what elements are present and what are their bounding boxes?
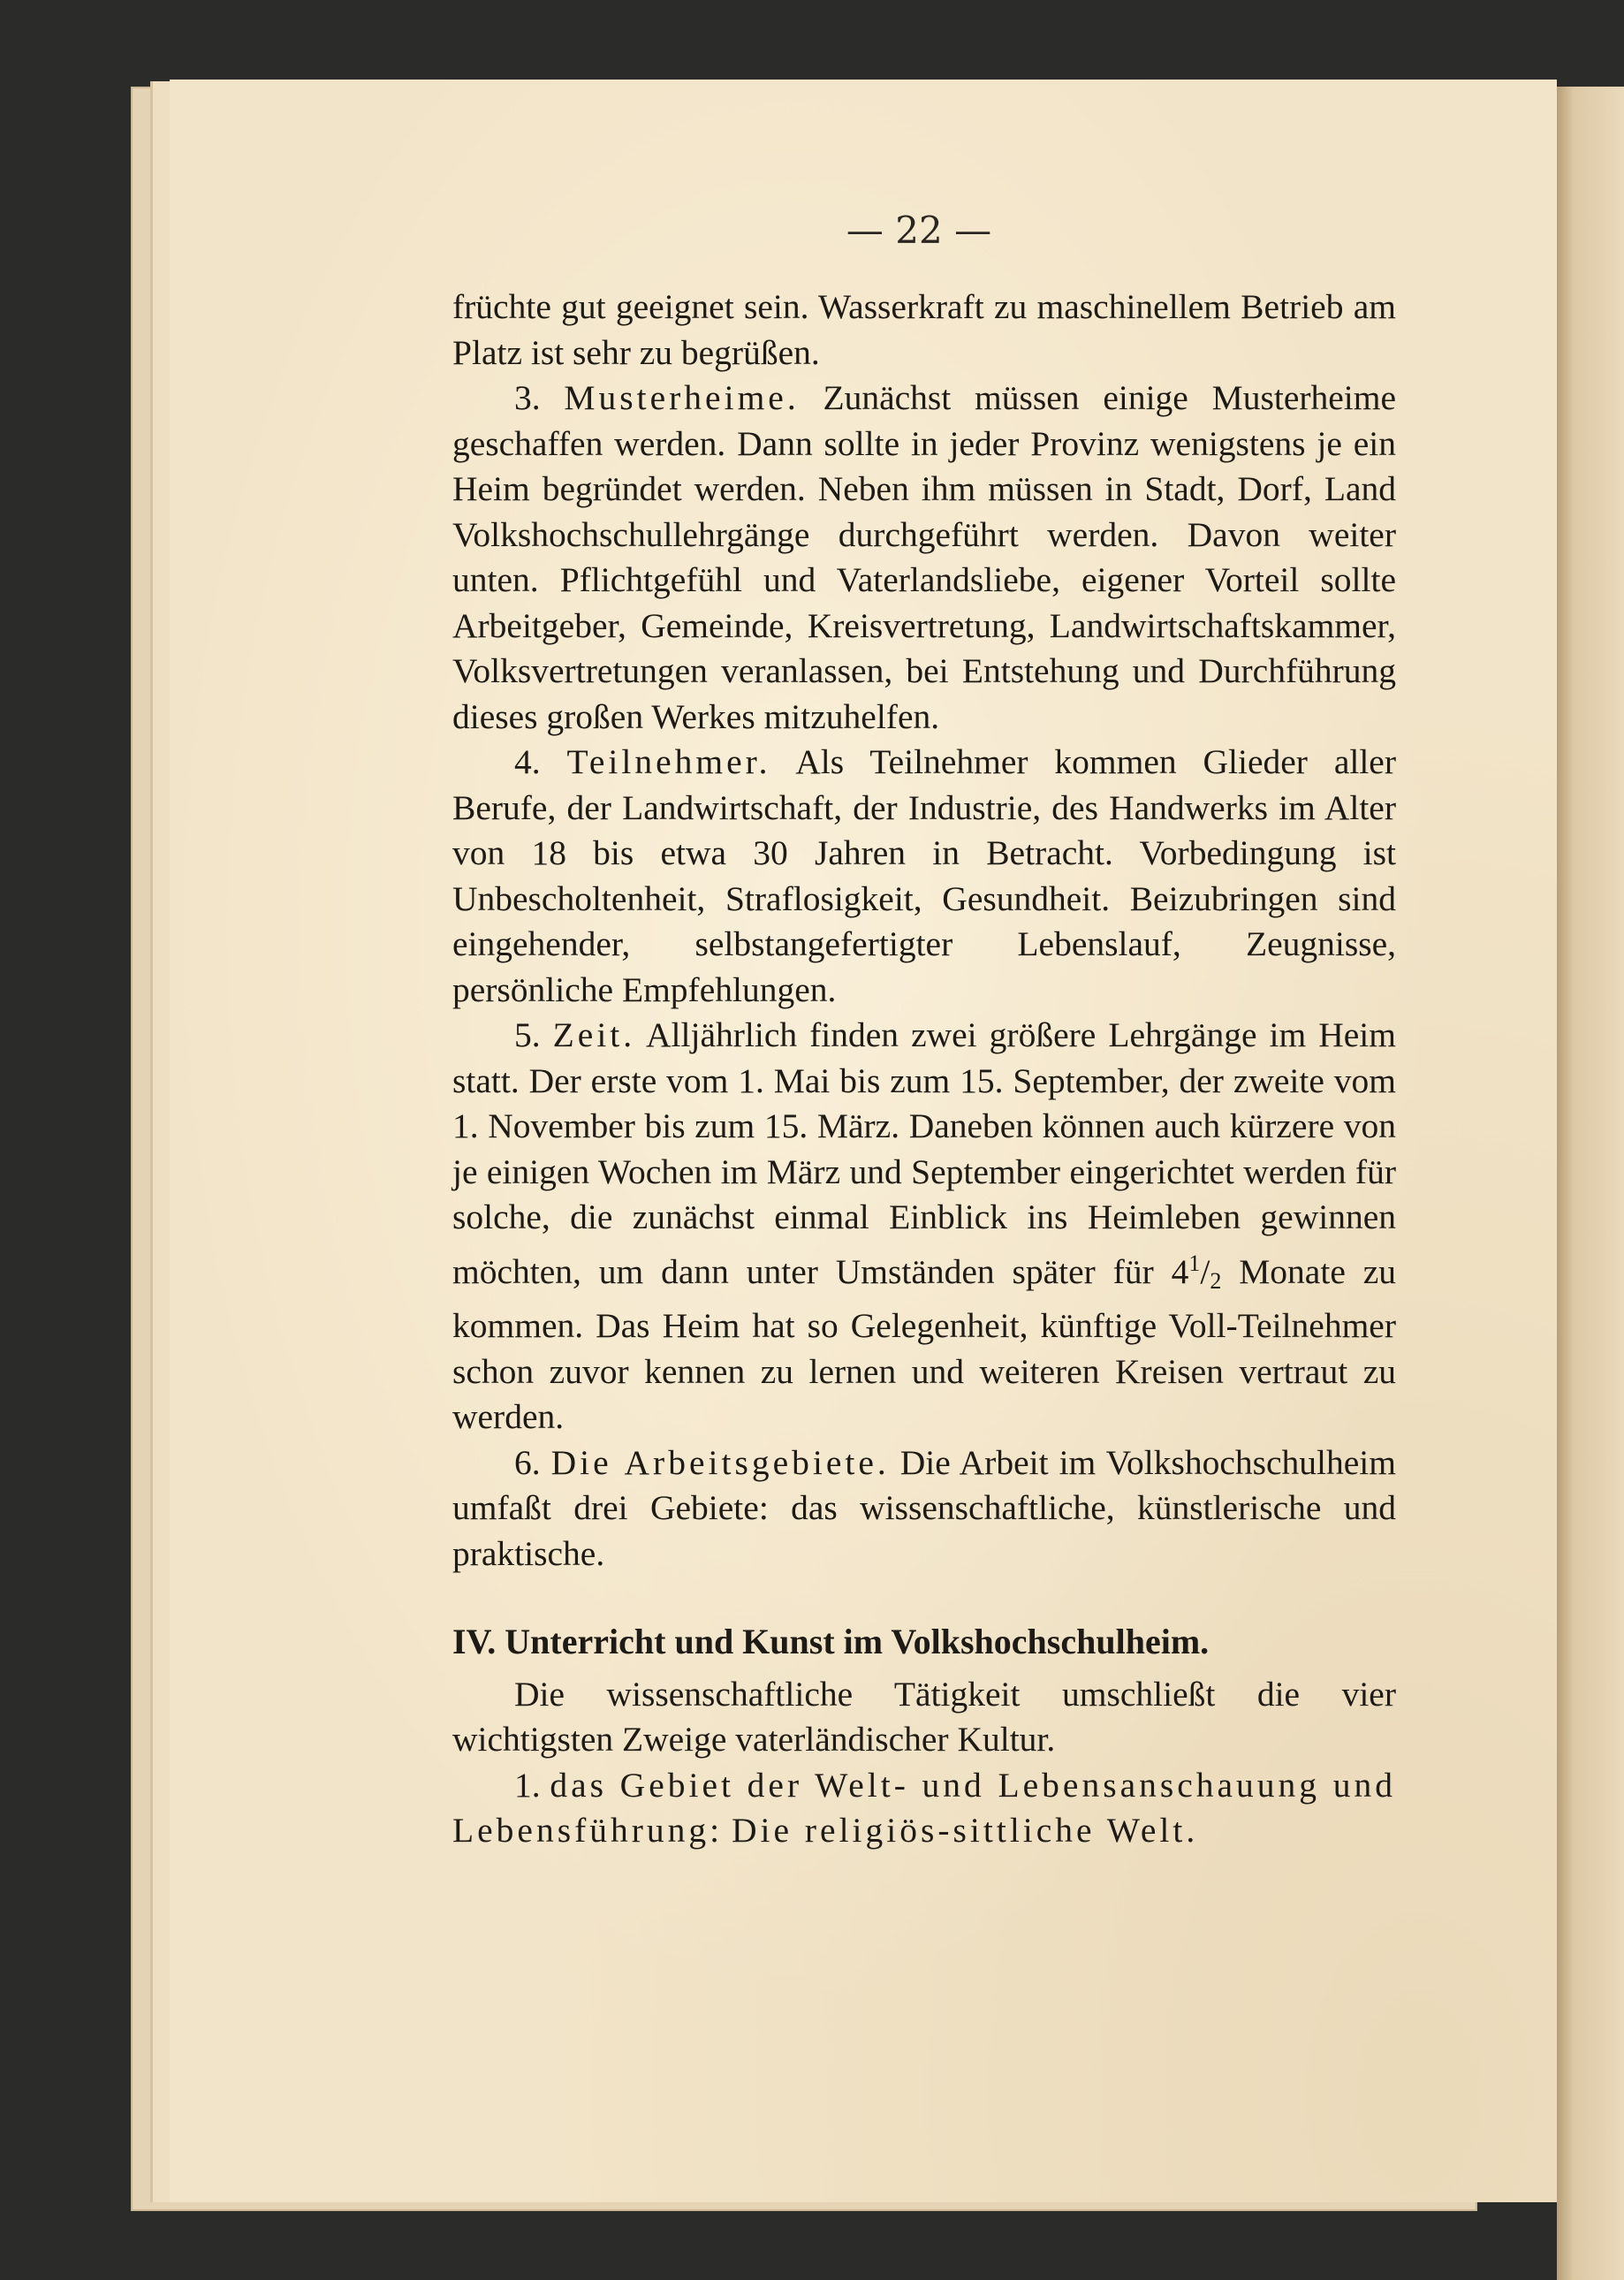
- item-number: 5.: [514, 1015, 541, 1054]
- facing-page-edge: [1557, 87, 1624, 2280]
- item-number: 3.: [514, 378, 541, 417]
- body-text: [452, 285, 1396, 1854]
- section-intro: Die wissenschaftliche Tätigkeit umschließt die vier wichtigsten Zweige vaterländischer Kultur.: [452, 1674, 1396, 1759]
- section-heading: IV. Unterricht und Kunst im Volkshochschulheim.: [452, 1622, 1210, 1662]
- item-term: Musterheime.: [564, 378, 800, 417]
- item-term: das Gebiet der Welt- und Lebensanschauung und Lebensführung:: [452, 1765, 1396, 1851]
- item-term: Zeit.: [552, 1015, 636, 1054]
- paragraph-continuation: [452, 285, 1396, 376]
- paragraph-arbeitsgebiete: [452, 1440, 1396, 1577]
- paragraph-teilnehmer: [452, 740, 1396, 1013]
- item-number: 4.: [514, 742, 541, 781]
- page-number: — 22 —: [846, 209, 992, 252]
- fraction-numerator: 1: [1188, 1250, 1201, 1276]
- fraction-denominator: 2: [1210, 1267, 1222, 1294]
- section-item-1: [452, 1763, 1396, 1854]
- paragraph-text: früchte gut geeignet sein. Wasserkraft zu maschinellem Betrieb am Platz ist sehr zu begrüßen.: [452, 287, 1396, 372]
- paragraph-text: Die Arbeit im Volkshochschulheim umfaßt drei Gebiete: das wissenschaftliche, künstlerische und praktische.: [452, 1442, 1397, 1573]
- paragraph-text: Als Teilnehmer kommen Glieder aller Berufe, der Landwirtschaft, der Industrie, des Handwerks im Alter von 18 bis etwa 30 Jahren in Betracht. Vorbedingung ist Unbescholtenheit, Straflosigkeit, Gesundheit. Beizubringen sind eingehender, selbstangefertigter Lebenslauf, Zeugnisse, persönliche Empfehlungen.: [452, 742, 1396, 1009]
- paragraph-text: Zunächst müssen einige Musterheime geschaffen werden. Dann sollte in jeder Provinz wenigstens je ein Heim begründet werden. Neben ihm müssen in Stadt, Dorf, Land Volkshochschullehrgänge durchgeführt werden. Davon weiter unten. Pflichtgefühl und Vaterlandsliebe, eigener Vorteil sollte Arbeitgeber, Gemeinde, Kreisvertretung, Landwirtschaftskammer, Volksvertretungen veranlassen, bei Entstehung und Durchführung dieses großen Werkes mitzuhelfen.: [452, 378, 1397, 736]
- item-term: Die Arbeitsgebiete.: [550, 1442, 890, 1482]
- paragraph-text: Monate zu kommen. Das Heim hat so Gelegenheit, künftige Voll-Teilnehmer schon zuvor kennen zu lernen und weiteren Kreisen vertraut zu werden.: [452, 1251, 1396, 1437]
- item-term: Teilnehmer.: [566, 742, 771, 781]
- item-number: 1.: [514, 1765, 541, 1805]
- paragraph-text: Die religiös-sittliche Welt.: [731, 1811, 1199, 1851]
- paragraph-zeit: 5. Zeit. Alljährlich finden zwei größere Lehrgänge im Heim statt. Der erste vom 1. Mai bis zum 15. September, der zweite vom 1. November bis zum 15. März. Daneben können auch kürzere von je einigen Wochen im März und September eingerichtet werden für solche, die zunächst einmal Einblick ins Heimleben gewinnen möchten, um dann unter Umständen später für $4^1/2$ Monate zu kommen. Das Heim hat so Gelegenheit, künftige Voll-Teilnehmer schon zuvor kennen zu lernen und weiteren Kreisen vertraut zu werden.: [452, 1015, 1396, 1437]
- paragraph-text: Alljährlich finden zwei größere Lehrgänge im Heim statt. Der erste vom 1. Mai bis zum 15. September, der zweite vom 1. November bis zum 15. März. Daneben können auch kürzere von je einigen Wochen im März und September eingerichtet werden für solche, die zunächst einmal Einblick ins Heimleben gewinnen möchten, um dann unter Umständen später für 4: [452, 1015, 1396, 1291]
- paragraph-musterheime: [452, 376, 1396, 740]
- item-number: 6.: [514, 1442, 541, 1482]
